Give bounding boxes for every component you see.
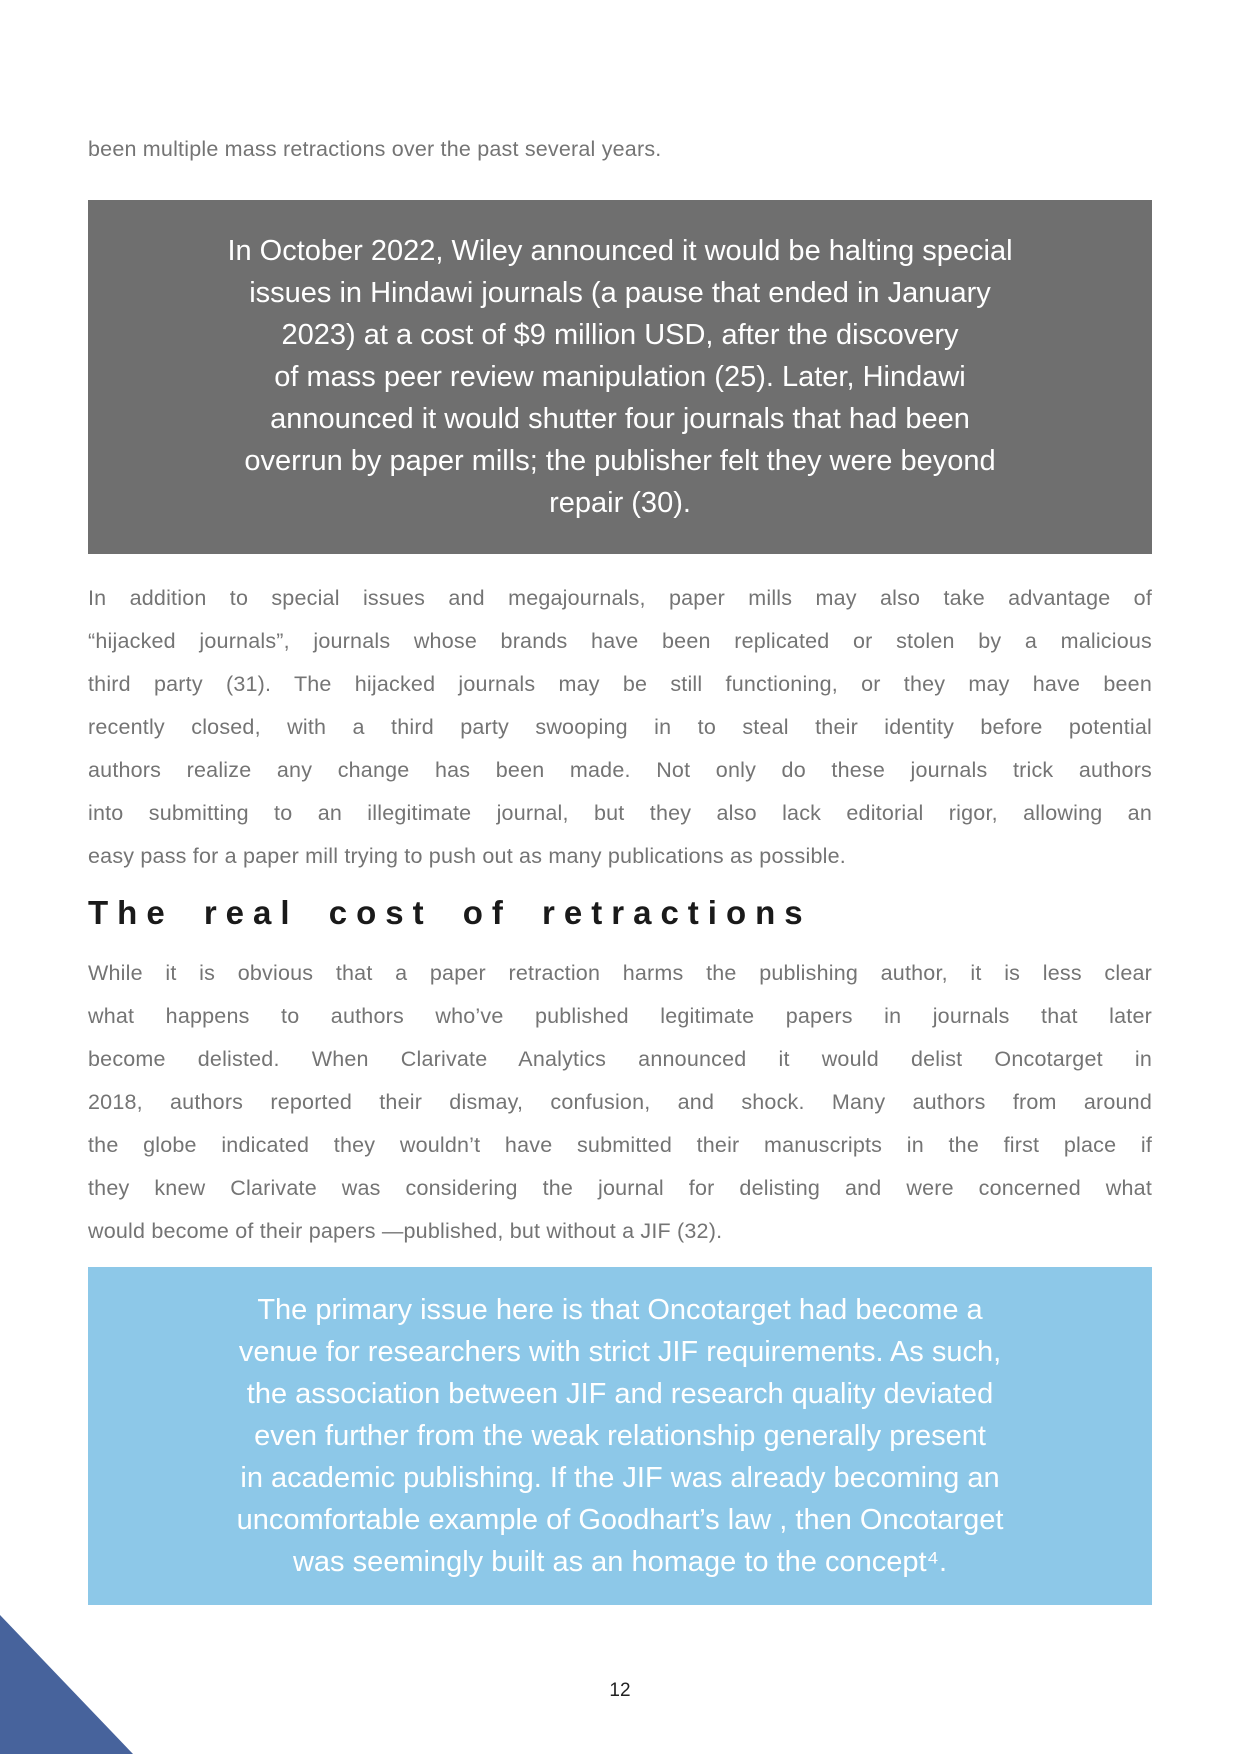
paragraph-line: While it is obvious that a paper retraction harms the publishing author, it is less clear	[88, 961, 1152, 985]
blue-callout-line: venue for researchers with strict JIF requirements. As such,	[238, 1336, 1002, 1368]
gray-callout-box	[88, 200, 1152, 554]
section-heading: The real cost of retractions	[88, 894, 812, 931]
paragraph-line: recently closed, with a third party swooping in to steal their identity before potential	[88, 715, 1152, 739]
paragraph-line: authors realize any change has been made. Not only do these journals trick authors	[88, 758, 1152, 782]
paragraph-line: easy pass for a paper mill trying to push out as many publications as possible.	[88, 844, 846, 868]
blue-callout-line: in academic publishing. If the JIF was already becoming an	[240, 1462, 1000, 1494]
paragraph-retraction-cost	[88, 952, 1152, 1253]
paragraph-line: become delisted. When Clarivate Analytics announced it would delist Oncotarget in	[88, 1047, 1152, 1071]
blue-callout-line: uncomfortable example of Goodhart’s law , then Oncotarget	[236, 1504, 1004, 1536]
gray-callout-line: issues in Hindawi journals (a pause that ended in January	[249, 277, 991, 309]
paragraph-line: third party (31). The hijacked journals may be still functioning, or they may have been	[88, 672, 1152, 696]
paragraph-line: would become of their papers —published, but without a JIF (32).	[88, 1219, 723, 1243]
paragraph-line: what happens to authors who’ve published legitimate papers in journals that later	[88, 1004, 1152, 1028]
paragraph-line: into submitting to an illegitimate journal, but they also lack editorial rigor, allowing an	[88, 801, 1152, 825]
gray-callout-line: repair (30).	[549, 487, 691, 519]
blue-callout-line: the association between JIF and research quality deviated	[246, 1378, 994, 1410]
paragraph-line: the globe indicated they wouldn’t have submitted their manuscripts in the first place if	[88, 1133, 1152, 1157]
paragraph-line: “hijacked journals”, journals whose brands have been replicated or stolen by a malicious	[88, 629, 1152, 653]
gray-callout-line: of mass peer review manipulation (25). Later, Hindawi	[274, 361, 966, 393]
paragraph-line: they knew Clarivate was considering the journal for delisting and were concerned what	[88, 1176, 1152, 1200]
gray-callout-line: announced it would shutter four journals that had been	[270, 403, 970, 435]
blue-callout-line: even further from the weak relationship generally present	[254, 1420, 986, 1452]
paragraph-line: In addition to special issues and megajournals, paper mills may also take advantage of	[88, 586, 1152, 610]
gray-callout-line: overrun by paper mills; the publisher felt they were beyond	[244, 445, 996, 477]
page-number: 12	[609, 1680, 631, 1701]
paragraph-hijacked-journals	[88, 577, 1152, 878]
paragraph-line: 2018, authors reported their dismay, confusion, and shock. Many authors from around	[88, 1090, 1152, 1114]
intro-paragraph: been multiple mass retractions over the past several years.	[88, 137, 662, 161]
blue-callout-line: was seemingly built as an homage to the concept⁴.	[292, 1546, 948, 1578]
gray-callout-line: 2023) at a cost of $9 million USD, after the discovery	[281, 319, 959, 351]
gray-callout-line: In October 2022, Wiley announced it would be halting special	[227, 235, 1013, 267]
blue-callout-line: The primary issue here is that Oncotarget had become a	[257, 1294, 983, 1326]
blue-callout-box	[88, 1267, 1152, 1605]
